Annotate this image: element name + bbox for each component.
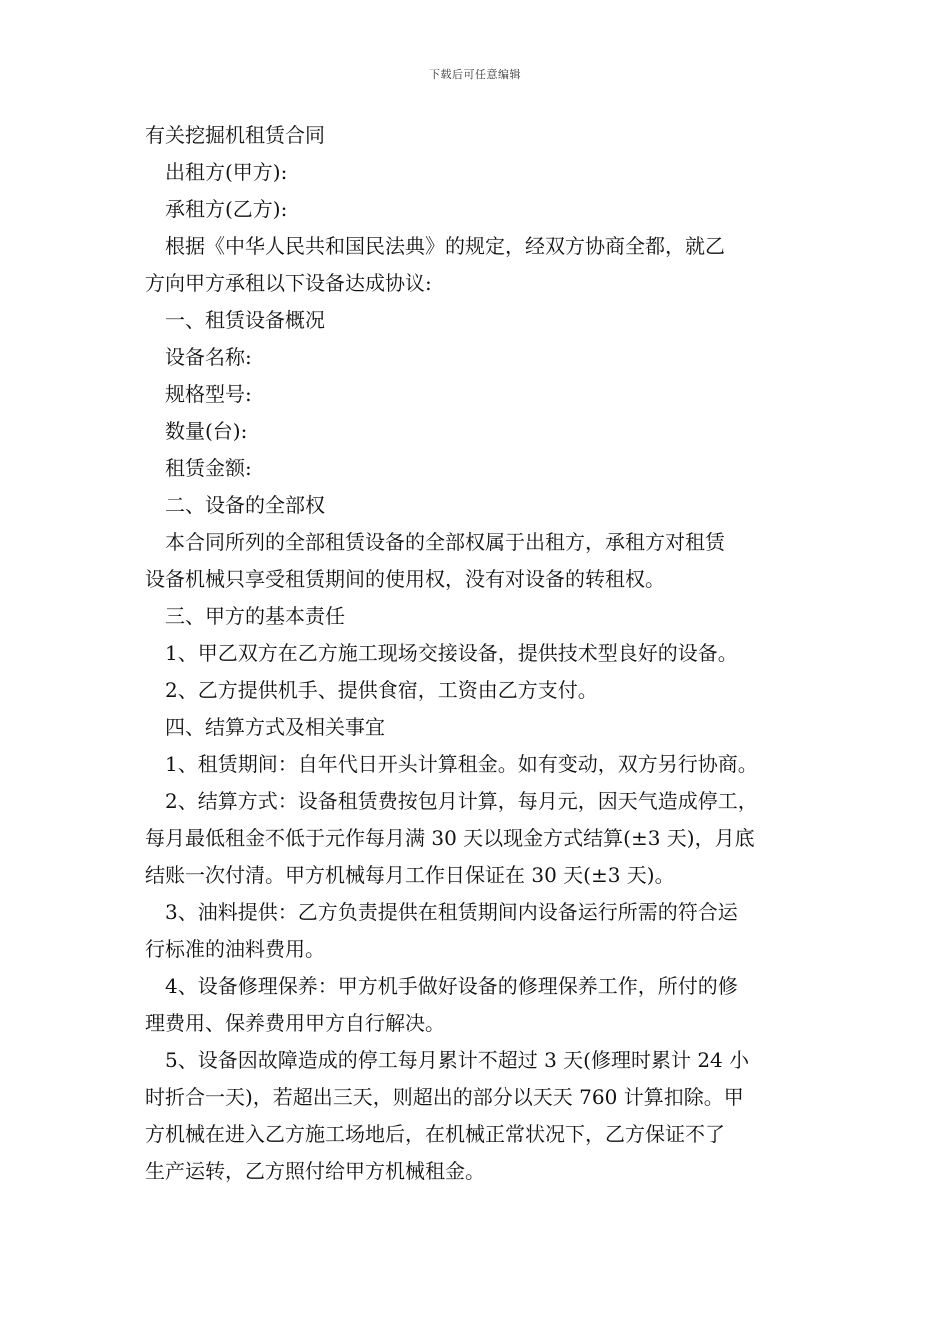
document-line: 1、租赁期间：自年代日开头计算租金。如有变动，双方另行协商。 bbox=[165, 752, 758, 776]
document-line: 每月最低租金不低于元作每月满 30 天以现金方式结算(±3 天)，月底 bbox=[145, 826, 755, 850]
document-line: 4、设备修理保养：甲方机手做好设备的修理保养工作，所付的修 bbox=[165, 974, 738, 998]
document-line: 根据《中华人民共和国民法典》的规定，经双方协商全都，就乙 bbox=[165, 234, 725, 258]
document-line: 设备名称: bbox=[165, 345, 252, 369]
document-line: 三、甲方的基本责任 bbox=[165, 604, 345, 628]
document-line: 四、结算方式及相关事宜 bbox=[165, 715, 385, 739]
document-line: 1、甲乙双方在乙方施工现场交接设备，提供技术型良好的设备。 bbox=[165, 641, 738, 665]
document-line: 一、租赁设备概况 bbox=[165, 308, 325, 332]
document-line: 数量(台): bbox=[165, 419, 248, 443]
document-line: 二、设备的全部权 bbox=[165, 493, 325, 517]
document-lines bbox=[145, 154, 817, 1190]
document-title: 有关挖掘机租赁合同 bbox=[145, 123, 325, 147]
document-line: 5、设备因故障造成的停工每月累计不超过 3 天(修理时累计 24 小 bbox=[165, 1048, 750, 1072]
document-line: 承租方(乙方): bbox=[165, 197, 288, 221]
document-body bbox=[145, 117, 817, 1190]
document-line: 3、油料提供：乙方负责提供在租赁期间内设备运行所需的符合运 bbox=[165, 900, 738, 924]
document-line: 方向甲方承租以下设备达成协议: bbox=[145, 271, 432, 295]
document-line: 行标准的油料费用。 bbox=[145, 937, 325, 961]
document-line: 2、乙方提供机手、提供食宿，工资由乙方支付。 bbox=[165, 678, 598, 702]
document-line: 理费用、保养费用甲方自行解决。 bbox=[145, 1011, 445, 1035]
document-line: 时折合一天)，若超出三天，则超出的部分以天天 760 计算扣除。甲 bbox=[145, 1085, 744, 1109]
page-header: 下载后可任意编辑 bbox=[429, 68, 521, 81]
document-line: 出租方(甲方): bbox=[165, 160, 288, 184]
document-line: 设备机械只享受租赁期间的使用权，没有对设备的转租权。 bbox=[145, 567, 665, 591]
document-line: 生产运转，乙方照付给甲方机械租金。 bbox=[145, 1159, 485, 1183]
document-line: 结账一次付清。甲方机械每月工作日保证在 30 天(±3 天)。 bbox=[145, 863, 675, 887]
document-line: 方机械在进入乙方施工场地后，在机械正常状况下，乙方保证不了 bbox=[145, 1122, 725, 1146]
document-line: 2、结算方式：设备租赁费按包月计算，每月元，因天气造成停工， bbox=[165, 789, 758, 813]
document-line: 本合同所列的全部租赁设备的全部权属于出租方，承租方对租赁 bbox=[165, 530, 725, 554]
document-line: 租赁金额: bbox=[165, 456, 252, 480]
document-line: 规格型号: bbox=[165, 382, 252, 406]
